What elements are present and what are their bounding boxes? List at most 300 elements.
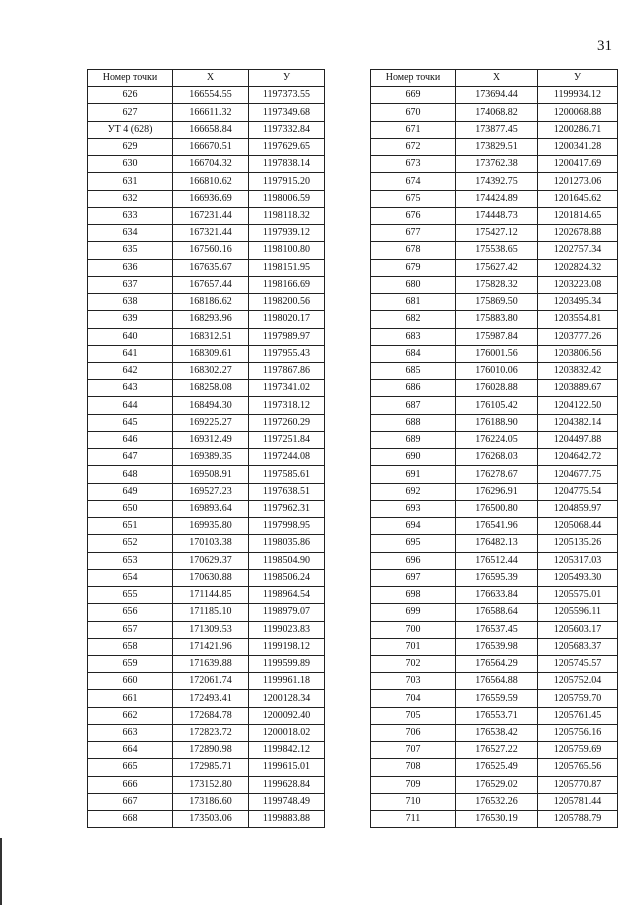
table-row: [88, 242, 325, 259]
cell-x: 168258.08: [173, 380, 249, 397]
table-row: [371, 259, 618, 276]
cell-y: 1205788.79: [538, 811, 618, 828]
table-row: [88, 449, 325, 466]
cell-point-number: 681: [371, 294, 456, 311]
table-row: [88, 742, 325, 759]
cell-y: 1199934.12: [538, 87, 618, 104]
cell-point-number: 630: [88, 156, 173, 173]
cell-x: 175828.32: [456, 276, 538, 293]
cell-y: 1201645.62: [538, 190, 618, 207]
cell-point-number: 683: [371, 328, 456, 345]
cell-x: 166810.62: [173, 173, 249, 190]
cell-y: 1198979.07: [249, 604, 325, 621]
cell-x: 176482.13: [456, 535, 538, 552]
table-row: [371, 724, 618, 741]
cell-y: 1197332.84: [249, 121, 325, 138]
table-row: [88, 190, 325, 207]
table-row: [88, 655, 325, 672]
cell-y: 1205759.69: [538, 742, 618, 759]
cell-point-number: 698: [371, 587, 456, 604]
cell-x: 170103.38: [173, 535, 249, 552]
cell-x: 166554.55: [173, 87, 249, 104]
table-row: [88, 362, 325, 379]
cell-x: 166658.84: [173, 121, 249, 138]
table-row: [88, 793, 325, 810]
cell-x: 173152.80: [173, 776, 249, 793]
table-row: [371, 207, 618, 224]
cell-y: 1203832.42: [538, 362, 618, 379]
table-row: [371, 138, 618, 155]
column-header-point-number: Номер точки: [371, 70, 456, 87]
cell-x: 169312.49: [173, 431, 249, 448]
cell-y: 1200128.34: [249, 690, 325, 707]
cell-x: 176500.80: [456, 500, 538, 517]
table-row: [88, 759, 325, 776]
cell-x: 167231.44: [173, 207, 249, 224]
cell-x: 175538.65: [456, 242, 538, 259]
cell-y: 1203777.26: [538, 328, 618, 345]
cell-point-number: 668: [88, 811, 173, 828]
table-row: [371, 569, 618, 586]
cell-point-number: 710: [371, 793, 456, 810]
cell-x: 176539.98: [456, 638, 538, 655]
cell-x: 176188.90: [456, 414, 538, 431]
cell-y: 1204775.54: [538, 483, 618, 500]
table-row: [371, 104, 618, 121]
cell-y: 1198200.56: [249, 294, 325, 311]
cell-point-number: 676: [371, 207, 456, 224]
table-row: [88, 466, 325, 483]
table-row: [371, 742, 618, 759]
cell-x: 175627.42: [456, 259, 538, 276]
table-row: [371, 414, 618, 431]
cell-y: 1197373.55: [249, 87, 325, 104]
column-header-x: X: [456, 70, 538, 87]
table-row: [371, 173, 618, 190]
cell-x: 171185.10: [173, 604, 249, 621]
cell-x: 167635.67: [173, 259, 249, 276]
cell-x: 170630.88: [173, 569, 249, 586]
cell-x: 174424.89: [456, 190, 538, 207]
cell-y: 1205596.11: [538, 604, 618, 621]
cell-y: 1197955.43: [249, 345, 325, 362]
cell-y: 1205493.30: [538, 569, 618, 586]
cell-x: 176512.44: [456, 552, 538, 569]
cell-point-number: 657: [88, 621, 173, 638]
table-row: [371, 655, 618, 672]
cell-y: 1197629.65: [249, 138, 325, 155]
cell-point-number: 666: [88, 776, 173, 793]
cell-point-number: 658: [88, 638, 173, 655]
cell-y: 1205603.17: [538, 621, 618, 638]
cell-y: 1199883.88: [249, 811, 325, 828]
cell-x: 175427.12: [456, 225, 538, 242]
cell-point-number: 680: [371, 276, 456, 293]
cell-point-number: 677: [371, 225, 456, 242]
cell-y: 1198151.95: [249, 259, 325, 276]
cell-y: 1199748.49: [249, 793, 325, 810]
table-row: [371, 449, 618, 466]
cell-x: 176527.22: [456, 742, 538, 759]
cell-point-number: 660: [88, 673, 173, 690]
table-row: [371, 345, 618, 362]
cell-x: 176532.26: [456, 793, 538, 810]
cell-point-number: 702: [371, 655, 456, 672]
cell-y: 1197349.68: [249, 104, 325, 121]
table-row: [88, 104, 325, 121]
cell-y: 1205759.70: [538, 690, 618, 707]
table-body-right: [371, 87, 618, 828]
cell-y: 1197998.95: [249, 518, 325, 535]
table-row: [371, 431, 618, 448]
cell-point-number: 700: [371, 621, 456, 638]
cell-point-number: 656: [88, 604, 173, 621]
cell-y: 1198506.24: [249, 569, 325, 586]
cell-x: 171144.85: [173, 587, 249, 604]
column-header-y: У: [249, 70, 325, 87]
cell-point-number: 652: [88, 535, 173, 552]
cell-y: 1198166.69: [249, 276, 325, 293]
cell-y: 1197318.12: [249, 397, 325, 414]
cell-point-number: 655: [88, 587, 173, 604]
cell-y: 1200092.40: [249, 707, 325, 724]
table-row: [371, 759, 618, 776]
table-row: [88, 414, 325, 431]
column-header-y: У: [538, 70, 618, 87]
cell-x: 167321.44: [173, 225, 249, 242]
cell-y: 1197260.29: [249, 414, 325, 431]
cell-y: 1203495.34: [538, 294, 618, 311]
cell-point-number: 648: [88, 466, 173, 483]
cell-y: 1199599.89: [249, 655, 325, 672]
cell-x: 176296.91: [456, 483, 538, 500]
cell-point-number: 653: [88, 552, 173, 569]
cell-y: 1205575.01: [538, 587, 618, 604]
cell-point-number: 641: [88, 345, 173, 362]
cell-point-number: 638: [88, 294, 173, 311]
cell-y: 1201814.65: [538, 207, 618, 224]
cell-point-number: 690: [371, 449, 456, 466]
cell-x: 167560.16: [173, 242, 249, 259]
table-header-row: [371, 70, 618, 87]
cell-point-number: 636: [88, 259, 173, 276]
cell-y: 1202678.88: [538, 225, 618, 242]
cell-point-number: 709: [371, 776, 456, 793]
cell-x: 176224.05: [456, 431, 538, 448]
table-row: [88, 707, 325, 724]
table-row: [371, 776, 618, 793]
cell-x: 167657.44: [173, 276, 249, 293]
cell-y: 1205781.44: [538, 793, 618, 810]
cell-x: 171421.96: [173, 638, 249, 655]
table-row: [88, 431, 325, 448]
table-row: [88, 621, 325, 638]
cell-x: 176530.19: [456, 811, 538, 828]
cell-y: 1197838.14: [249, 156, 325, 173]
cell-point-number: 634: [88, 225, 173, 242]
cell-x: 176010.06: [456, 362, 538, 379]
cell-y: 1197962.31: [249, 500, 325, 517]
table-row: [88, 552, 325, 569]
table-row: [371, 242, 618, 259]
table-row: [371, 311, 618, 328]
cell-x: 176525.49: [456, 759, 538, 776]
cell-y: 1204677.75: [538, 466, 618, 483]
cell-y: 1205068.44: [538, 518, 618, 535]
table-row: [88, 776, 325, 793]
cell-x: 166936.69: [173, 190, 249, 207]
cell-x: 173503.06: [173, 811, 249, 828]
cell-y: 1199842.12: [249, 742, 325, 759]
table-row: [371, 362, 618, 379]
cell-y: 1205761.45: [538, 707, 618, 724]
cell-y: 1204382.14: [538, 414, 618, 431]
cell-y: 1197251.84: [249, 431, 325, 448]
cell-point-number: 654: [88, 569, 173, 586]
cell-point-number: 682: [371, 311, 456, 328]
cell-x: 172684.78: [173, 707, 249, 724]
cell-point-number: 687: [371, 397, 456, 414]
cell-point-number: 684: [371, 345, 456, 362]
table-row: [88, 276, 325, 293]
table-row: [371, 500, 618, 517]
cell-y: 1201273.06: [538, 173, 618, 190]
table-row: [371, 707, 618, 724]
cell-y: 1200417.69: [538, 156, 618, 173]
cell-x: 175869.50: [456, 294, 538, 311]
table-row: [88, 138, 325, 155]
cell-x: 176588.64: [456, 604, 538, 621]
cell-point-number: 637: [88, 276, 173, 293]
table-row: [88, 259, 325, 276]
cell-y: 1198020.17: [249, 311, 325, 328]
cell-x: 176564.88: [456, 673, 538, 690]
table-row: [88, 500, 325, 517]
cell-y: 1204122.50: [538, 397, 618, 414]
table-row: [88, 638, 325, 655]
cell-x: 174392.75: [456, 173, 538, 190]
cell-x: 171309.53: [173, 621, 249, 638]
cell-y: 1199628.84: [249, 776, 325, 793]
table-row: [371, 190, 618, 207]
cell-y: 1198118.32: [249, 207, 325, 224]
cell-point-number: 661: [88, 690, 173, 707]
cell-x: 176541.96: [456, 518, 538, 535]
table-row: [88, 690, 325, 707]
cell-y: 1198964.54: [249, 587, 325, 604]
cell-y: 1199615.01: [249, 759, 325, 776]
cell-y: 1197915.20: [249, 173, 325, 190]
cell-y: 1202757.34: [538, 242, 618, 259]
cell-point-number: 671: [371, 121, 456, 138]
cell-point-number: 645: [88, 414, 173, 431]
table-row: [88, 380, 325, 397]
table-row: [88, 207, 325, 224]
cell-y: 1205752.04: [538, 673, 618, 690]
cell-x: 168312.51: [173, 328, 249, 345]
cell-point-number: 650: [88, 500, 173, 517]
cell-y: 1200068.88: [538, 104, 618, 121]
cell-point-number: 644: [88, 397, 173, 414]
cell-x: 173694.44: [456, 87, 538, 104]
cell-y: 1205765.56: [538, 759, 618, 776]
table-row: [88, 587, 325, 604]
cell-point-number: 699: [371, 604, 456, 621]
table-row: [88, 345, 325, 362]
cell-x: 166704.32: [173, 156, 249, 173]
cell-x: 170629.37: [173, 552, 249, 569]
cell-y: 1198006.59: [249, 190, 325, 207]
column-header-x: X: [173, 70, 249, 87]
cell-y: 1200286.71: [538, 121, 618, 138]
table-row: [371, 87, 618, 104]
cell-x: 175987.84: [456, 328, 538, 345]
cell-point-number: 627: [88, 104, 173, 121]
cell-point-number: 695: [371, 535, 456, 552]
table-row: [371, 380, 618, 397]
cell-y: 1200018.02: [249, 724, 325, 741]
cell-point-number: 685: [371, 362, 456, 379]
cell-x: 168309.61: [173, 345, 249, 362]
cell-point-number: 697: [371, 569, 456, 586]
cell-y: 1197585.61: [249, 466, 325, 483]
cell-x: 172985.71: [173, 759, 249, 776]
cell-point-number: 678: [371, 242, 456, 259]
table-row: [371, 673, 618, 690]
table-row: [88, 397, 325, 414]
cell-x: 168186.62: [173, 294, 249, 311]
cell-y: 1202824.32: [538, 259, 618, 276]
table-row: [371, 397, 618, 414]
cell-point-number: 631: [88, 173, 173, 190]
cell-point-number: 651: [88, 518, 173, 535]
cell-x: 175883.80: [456, 311, 538, 328]
table-row: [88, 121, 325, 138]
cell-point-number: 670: [371, 104, 456, 121]
cell-y: 1199961.18: [249, 673, 325, 690]
cell-point-number: 649: [88, 483, 173, 500]
cell-y: 1199198.12: [249, 638, 325, 655]
cell-point-number: 688: [371, 414, 456, 431]
cell-x: 169527.23: [173, 483, 249, 500]
coordinates-table-right: [370, 69, 618, 828]
cell-y: 1204859.97: [538, 500, 618, 517]
table-row: [371, 294, 618, 311]
coordinates-table-left: [87, 69, 325, 828]
cell-y: 1197989.97: [249, 328, 325, 345]
cell-point-number: 692: [371, 483, 456, 500]
table-row: [371, 587, 618, 604]
cell-x: 176553.71: [456, 707, 538, 724]
table-header-row: [88, 70, 325, 87]
cell-x: 173186.60: [173, 793, 249, 810]
table-row: [88, 173, 325, 190]
cell-point-number: 674: [371, 173, 456, 190]
cell-x: 169225.27: [173, 414, 249, 431]
cell-point-number: 705: [371, 707, 456, 724]
cell-point-number: 635: [88, 242, 173, 259]
cell-y: 1197939.12: [249, 225, 325, 242]
cell-x: 176105.42: [456, 397, 538, 414]
table-row: [88, 518, 325, 535]
cell-point-number: 672: [371, 138, 456, 155]
cell-y: 1198100.80: [249, 242, 325, 259]
cell-x: 176538.42: [456, 724, 538, 741]
table-body-left: [88, 87, 325, 828]
cell-y: 1205756.16: [538, 724, 618, 741]
cell-x: 173762.38: [456, 156, 538, 173]
cell-point-number: 679: [371, 259, 456, 276]
cell-x: 166611.32: [173, 104, 249, 121]
cell-y: 1197341.02: [249, 380, 325, 397]
cell-y: 1205135.26: [538, 535, 618, 552]
page-number: 31: [597, 38, 612, 54]
table-row: [371, 276, 618, 293]
cell-point-number: 639: [88, 311, 173, 328]
cell-point-number: 642: [88, 362, 173, 379]
table-row: [371, 604, 618, 621]
cell-x: 176537.45: [456, 621, 538, 638]
cell-point-number: 693: [371, 500, 456, 517]
table-row: [88, 311, 325, 328]
table-row: [88, 811, 325, 828]
cell-point-number: 707: [371, 742, 456, 759]
cell-x: 172061.74: [173, 673, 249, 690]
cell-point-number: 704: [371, 690, 456, 707]
cell-x: 176278.67: [456, 466, 538, 483]
table-row: [88, 483, 325, 500]
cell-point-number: 647: [88, 449, 173, 466]
cell-x: 174068.82: [456, 104, 538, 121]
cell-x: 173829.51: [456, 138, 538, 155]
cell-point-number: 686: [371, 380, 456, 397]
table-row: [88, 604, 325, 621]
cell-point-number: 708: [371, 759, 456, 776]
cell-point-number: 663: [88, 724, 173, 741]
table-row: [371, 156, 618, 173]
table-row: [88, 569, 325, 586]
cell-x: 176268.03: [456, 449, 538, 466]
table-row: [371, 811, 618, 828]
cell-x: 176001.56: [456, 345, 538, 362]
cell-x: 176564.29: [456, 655, 538, 672]
margin-mark: [0, 838, 2, 905]
cell-y: 1199023.83: [249, 621, 325, 638]
cell-point-number: 694: [371, 518, 456, 535]
cell-point-number: УТ 4 (628): [88, 121, 173, 138]
cell-x: 176028.88: [456, 380, 538, 397]
column-header-point-number: Номер точки: [88, 70, 173, 87]
cell-y: 1204642.72: [538, 449, 618, 466]
cell-point-number: 626: [88, 87, 173, 104]
cell-x: 168494.30: [173, 397, 249, 414]
cell-point-number: 696: [371, 552, 456, 569]
cell-x: 166670.51: [173, 138, 249, 155]
cell-point-number: 706: [371, 724, 456, 741]
cell-y: 1197244.08: [249, 449, 325, 466]
cell-point-number: 633: [88, 207, 173, 224]
table-row: [371, 690, 618, 707]
cell-x: 172823.72: [173, 724, 249, 741]
cell-y: 1203806.56: [538, 345, 618, 362]
cell-y: 1205317.03: [538, 552, 618, 569]
cell-x: 174448.73: [456, 207, 538, 224]
table-row: [371, 535, 618, 552]
cell-x: 176595.39: [456, 569, 538, 586]
table-row: [88, 535, 325, 552]
table-row: [88, 87, 325, 104]
cell-y: 1203223.08: [538, 276, 618, 293]
